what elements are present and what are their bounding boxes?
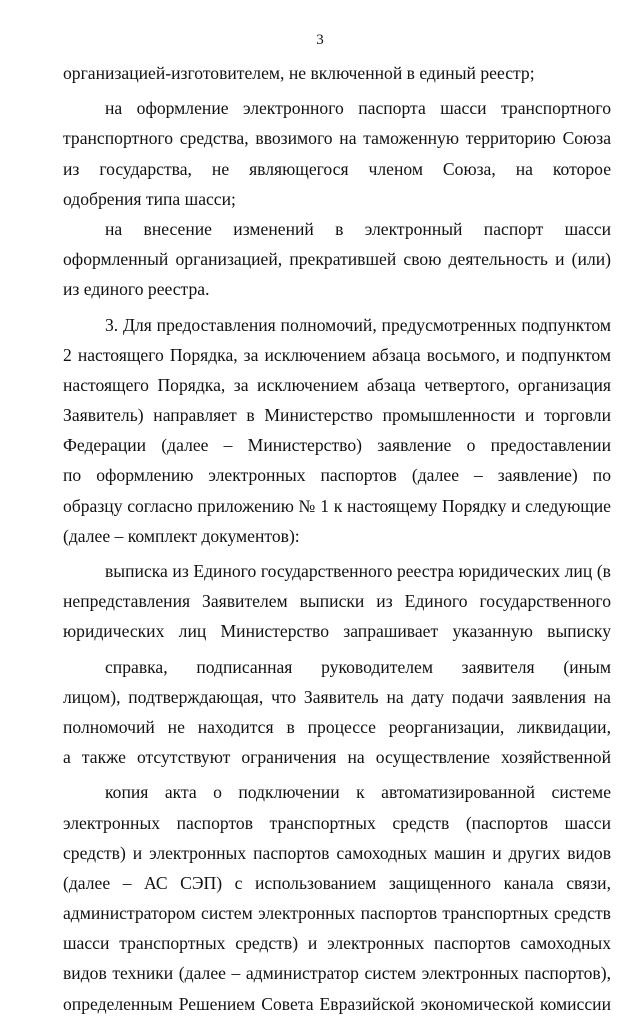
text-line: видов техники (далее – администратор систем электронных паспортов),: [63, 963, 611, 984]
text-line: администратором систем электронных паспортов транспортных средств: [63, 903, 611, 924]
text-line: Заявитель) направляет в Министерство промышленности и торговли: [63, 405, 611, 426]
text-line: юридических лиц Министерство запрашивает указанную выписку: [63, 621, 611, 642]
text-line: непредставления Заявителем выписки из Единого государственного: [63, 591, 611, 612]
text-line: настоящего Порядка, за исключением абзаца четвертого, организация: [63, 374, 611, 395]
text-line: электронных паспортов транспортных средств (паспортов шасси: [63, 812, 611, 833]
text-line: а также отсутствуют ограничения на осуществление хозяйственной: [63, 747, 611, 768]
page-number: 3: [316, 32, 324, 48]
text-line: Федерации (далее – Министерство) заявление о предоставлении: [63, 435, 611, 456]
text-line: (далее – АС СЭП) с использованием защищенного канала связи,: [63, 872, 611, 893]
text-line: лицом), подтверждающая, что Заявитель на дату подачи заявления на: [63, 686, 611, 707]
text-line: выписка из Единого государственного реестра юридических лиц (в: [105, 561, 611, 581]
text-line: копия акта о подключении к автоматизированной системе: [105, 782, 611, 803]
text-line: справка, подписанная руководителем заявителя (иным: [105, 656, 611, 677]
text-line: 3. Для предоставления полномочий, предусмотренных подпунктом: [105, 314, 611, 335]
document-body: [63, 58, 611, 1019]
text-line: средств) и электронных паспортов самоходных машин и других видов: [63, 842, 611, 863]
text-line: на оформление электронного паспорта шасси транспортного: [105, 98, 611, 119]
text-line: из государства, не являющегося членом Союза, на которое: [63, 158, 611, 179]
text-line: образцу согласно приложению № 1 к настоящему Порядку и следующие: [63, 495, 611, 516]
text-line: по оформлению электронных паспортов (далее – заявление) по: [63, 465, 611, 486]
text-line: организацией-изготовителем, не включенной в единый реестр;: [63, 63, 535, 83]
text-line: оформленный организацией, прекратившей свою деятельность и (или): [63, 249, 611, 270]
text-line: полномочий не находится в процессе реорганизации, ликвидации,: [63, 716, 611, 737]
text-line: на внесение изменений в электронный паспорт шасси: [105, 218, 611, 239]
text-line: (далее – комплект документов):: [63, 525, 300, 546]
text-line: шасси транспортных средств) и электронных паспортов самоходных: [63, 933, 611, 954]
text-line: 2 настоящего Порядка, за исключением абзаца восьмого, и подпунктом: [63, 344, 611, 365]
text-line: одобрения типа шасси;: [63, 188, 236, 209]
text-line: транспортного средства, ввозимого на таможенную территорию Союза: [63, 128, 611, 149]
text-line: определенным Решением Совета Евразийской экономической комиссии: [63, 993, 611, 1014]
text-line: из единого реестра.: [63, 279, 210, 300]
